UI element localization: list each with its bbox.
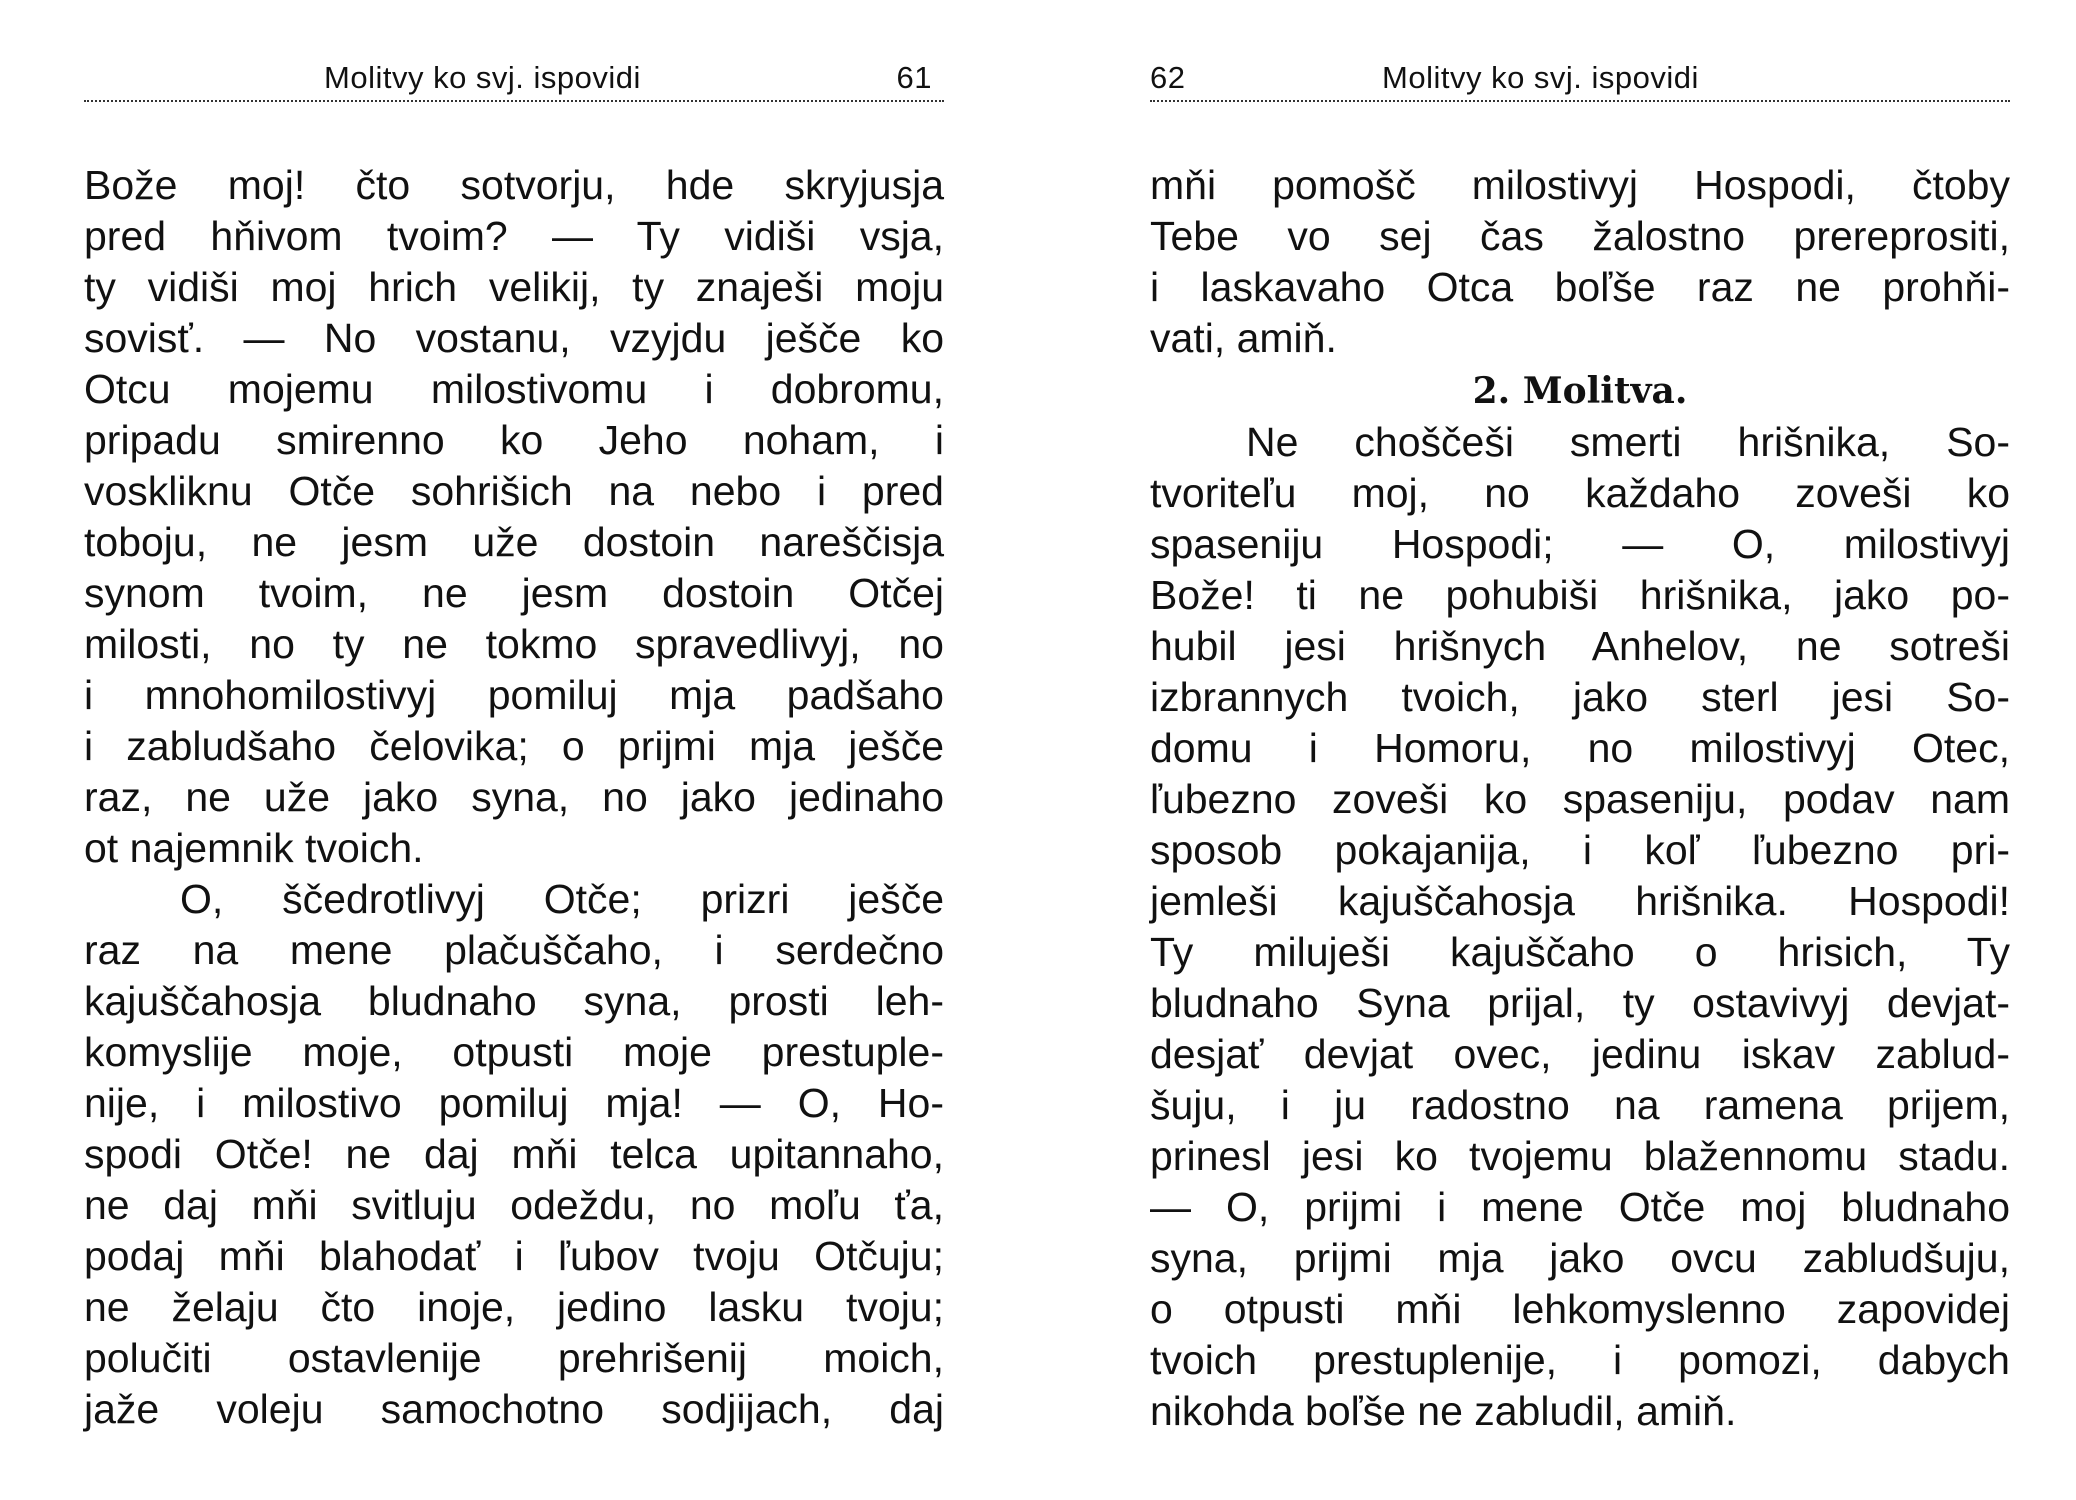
text-line: pred hňivom tvoim? — Ty vidiši vsja,: [84, 213, 944, 259]
text-line: — O, prijmi i mene Otče moj bludnaho: [1150, 1184, 2010, 1230]
right-page-body: [1150, 160, 2010, 1437]
text-line: syna, prijmi mja jako ovcu zabludšuju,: [1150, 1235, 2010, 1281]
text-line: Bože moj! čto sotvorju, hde skryjusja: [84, 162, 944, 208]
text-line: kajuščahosja bludnaho syna, prosti leh-: [84, 978, 944, 1024]
text-line: synom tvoim, ne jesm dostoin Otčej: [84, 570, 944, 616]
right-page-number: 62: [1150, 60, 1186, 95]
text-line: ľubezno zoveši ko spaseniju, podav nam: [1150, 776, 2010, 822]
text-line: vati, amiň.: [1150, 315, 1337, 361]
right-page: [1150, 0, 2010, 1500]
text-line: ty vidiši moj hrich velikij, ty znaješi moju: [84, 264, 944, 310]
text-line: hubil jesi hrišnych Anhelov, ne sotreši: [1150, 623, 2010, 669]
text-line: toboju, ne jesm uže dostoin nareščisja: [84, 519, 944, 565]
text-line: ne daj mňi svitluju odeždu, no moľu ťa,: [84, 1182, 944, 1228]
text-line: nije, i milostivo pomiluj mja! — O, Ho-: [84, 1080, 944, 1126]
text-line: jemleši kajuščahosja hrišnika. Hospodi!: [1150, 878, 2010, 924]
right-header-rule: [1150, 100, 2010, 102]
text-line: pripadu smirenno ko Jeho noham, i: [84, 417, 944, 463]
text-line: ot najemnik tvoich.: [84, 825, 424, 871]
section-heading: 2. Molitva.: [1472, 370, 1688, 412]
text-line: Otcu mojemu milostivomu i dobromu,: [84, 366, 944, 412]
right-running-head: Molitvy ko svj. ispovidi: [1382, 60, 1699, 95]
left-page-body: [84, 160, 944, 1435]
text-line: desjať devjat ovec, jedinu iskav zablud-: [1150, 1031, 2010, 1077]
text-line: i mnohomilostivyj pomiluj mja padšaho: [84, 672, 944, 718]
text-line: prinesl jesi ko tvojemu blažennomu stadu.: [1150, 1133, 2010, 1179]
text-line: izbrannych tvoich, jako sterl jesi So-: [1150, 674, 2010, 720]
text-line: raz na mene plačuščaho, i serdečno: [84, 927, 944, 973]
text-line: podaj mňi blahodať i ľubov tvoju Otčuju;: [84, 1233, 944, 1279]
text-line: spaseniju Hospodi; — O, milostivyj: [1150, 521, 2010, 567]
text-line: milosti, no ty ne tokmo spravedlivyj, no: [84, 621, 944, 667]
text-line: sovisť. — No vostanu, vzyjdu ješče ko: [84, 315, 944, 361]
text-line: nikohda boľše ne zabludil, amiň.: [1150, 1388, 1737, 1434]
text-line: Tebe vo sej čas žalostno prereprositi,: [1150, 213, 2010, 259]
text-line: ne želaju čto inoje, jedino lasku tvoju;: [84, 1284, 944, 1330]
text-line: spodi Otče! ne daj mňi telca upitannaho,: [84, 1131, 944, 1177]
left-page-header: [84, 58, 944, 98]
text-line: domu i Homoru, no milostivyj Otec,: [1150, 725, 2010, 771]
text-line: voskliknu Otče sohrišich na nebo i pred: [84, 468, 944, 514]
text-line: O, ščedrotlivyj Otče; prizri ješče: [180, 876, 944, 922]
text-line: Ty miluješi kajuščaho o hrisich, Ty: [1150, 929, 2010, 975]
left-header-rule: [84, 100, 944, 102]
left-page: [84, 0, 944, 1500]
text-line: Bože! ti ne pohubiši hrišnika, jako po-: [1150, 572, 2010, 618]
text-line: tvoich prestuplenije, i pomozi, dabych: [1150, 1337, 2010, 1383]
left-page-number: 61: [896, 60, 932, 95]
text-line: tvoriteľu moj, no každaho zoveši ko: [1150, 470, 2010, 516]
text-line: sposob pokajanija, i koľ ľubezno pri-: [1150, 827, 2010, 873]
text-line: mňi pomošč milostivyj Hospodi, čtoby: [1150, 162, 2010, 208]
text-line: Ne choščeši smerti hrišnika, So-: [1246, 419, 2010, 465]
text-line: i laskavaho Otca boľše raz ne prohňi-: [1150, 264, 2010, 310]
text-line: jaže voleju samochotno sodjijach, daj: [84, 1386, 944, 1432]
text-line: bludnaho Syna prijal, ty ostavivyj devjat-: [1150, 980, 2010, 1026]
text-line: i zabludšaho čelovika; o prijmi mja ješče: [84, 723, 944, 769]
text-line: raz, ne uže jako syna, no jako jedinaho: [84, 774, 944, 820]
right-page-header: [1150, 58, 2010, 98]
left-running-head: Molitvy ko svj. ispovidi: [324, 60, 641, 95]
text-line: komyslije moje, otpusti moje prestuple-: [84, 1029, 944, 1075]
text-line: polučiti ostavlenije prehrišenij moich,: [84, 1335, 944, 1381]
text-line: šuju, i ju radostno na ramena prijem,: [1150, 1082, 2010, 1128]
text-line: o otpusti mňi lehkomyslenno zapovidej: [1150, 1286, 2010, 1332]
